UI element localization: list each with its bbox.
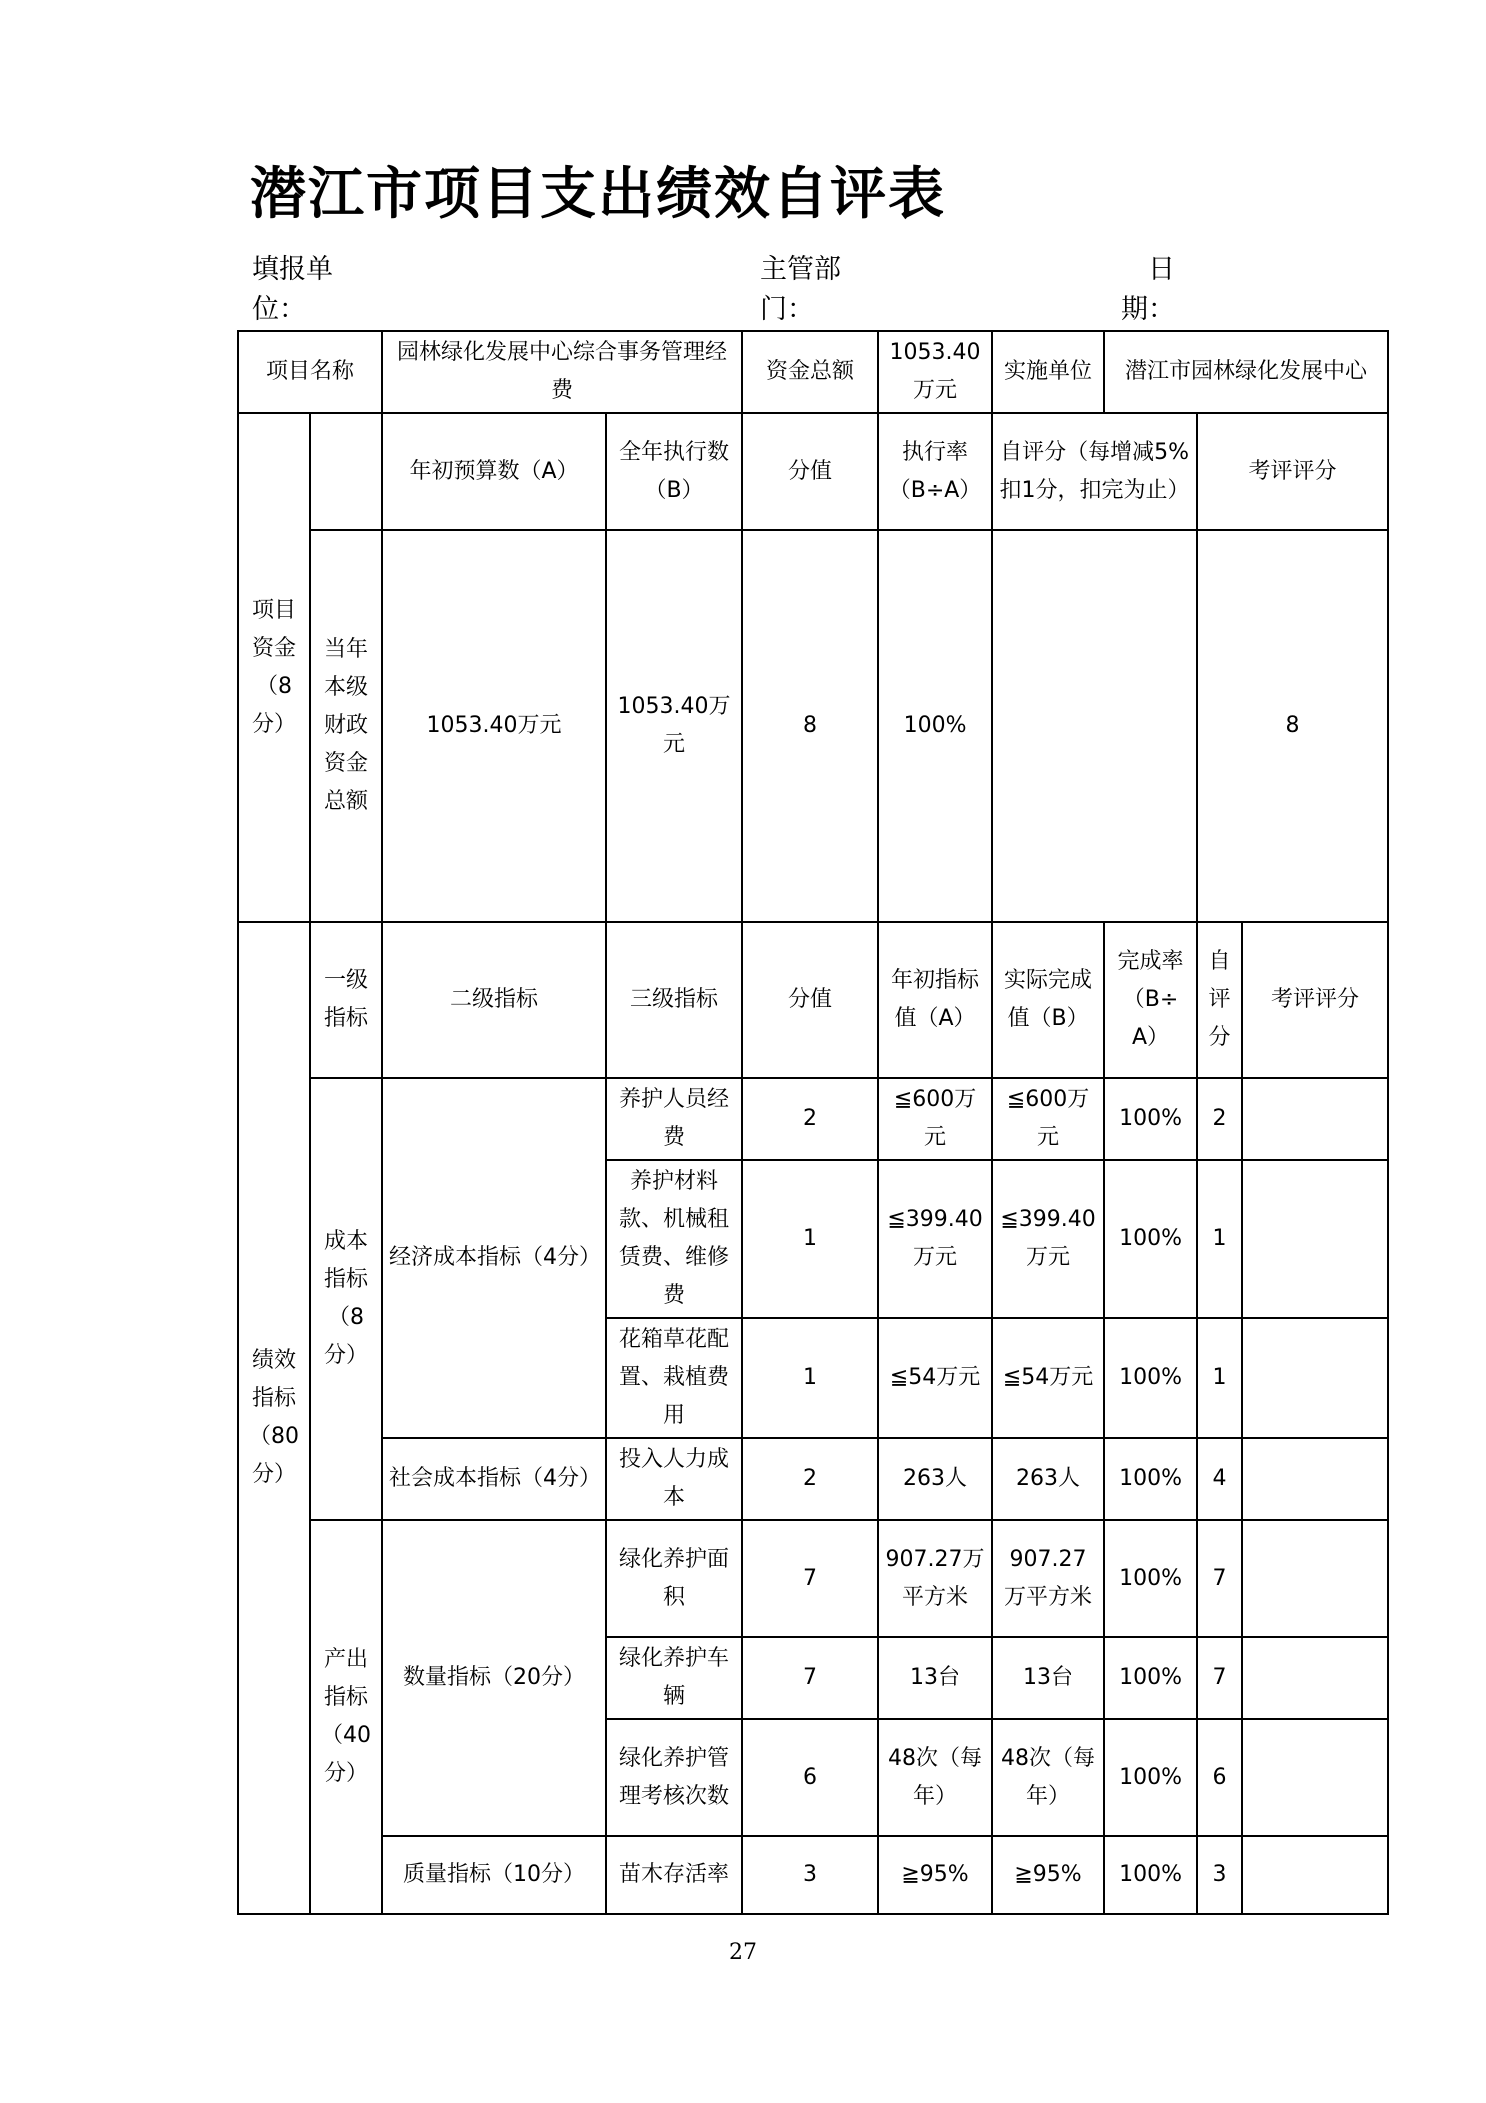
review-cell [1242, 1160, 1388, 1318]
table-row [238, 1520, 1388, 1637]
table-row [238, 1438, 1388, 1520]
col-budget: 年初预算数（A） [382, 413, 606, 530]
level3-cell: 投入人力成本 [606, 1438, 742, 1520]
self-cell: 3 [1197, 1836, 1242, 1914]
review-cell [1242, 1719, 1388, 1836]
target-cell: ≦399.40万元 [878, 1160, 992, 1318]
impl-unit-value: 潜江市园林绿化发展中心 [1104, 331, 1388, 413]
self-cell: 4 [1197, 1438, 1242, 1520]
funds-section-label: 项目资金（8分） [238, 413, 310, 922]
target-cell: 263人 [878, 1438, 992, 1520]
col-indicator-review: 考评评分 [1242, 922, 1388, 1078]
rate-cell: 100% [1104, 1318, 1197, 1438]
rate-cell: 100% [1104, 1520, 1197, 1637]
level3-cell: 花箱草花配置、栽植费用 [606, 1318, 742, 1438]
date-label: 日期： [1121, 254, 1175, 325]
col-indicator-score: 分值 [742, 922, 878, 1078]
fund-total-label: 资金总额 [742, 331, 878, 413]
rate-cell: 100% [1104, 1160, 1197, 1318]
level3-cell: 绿化养护面积 [606, 1520, 742, 1637]
col-exec: 全年执行数（B） [606, 413, 742, 530]
review-cell [1242, 1520, 1388, 1637]
page-number: 27 [729, 1940, 757, 1965]
col-completion-rate: 完成率（B÷A） [1104, 922, 1197, 1078]
fund-total-value: 1053.40万元 [878, 331, 992, 413]
funds-header-row [238, 413, 1388, 530]
col-score: 分值 [742, 413, 878, 530]
target-cell: 13台 [878, 1637, 992, 1719]
score-cell: 3 [742, 1836, 878, 1914]
target-cell: ≧95% [878, 1836, 992, 1914]
actual-cell: ≦54万元 [992, 1318, 1104, 1438]
actual-cell: 263人 [992, 1438, 1104, 1520]
score-cell: 7 [742, 1637, 878, 1719]
self-cell: 1 [1197, 1318, 1242, 1438]
project-name-label: 项目名称 [238, 331, 382, 413]
actual-cell: 13台 [992, 1637, 1104, 1719]
col-level1: 一级指标 [310, 922, 382, 1078]
funds-blank-cell [310, 413, 382, 530]
review-cell [1242, 1438, 1388, 1520]
cost-indicator-label: 成本指标（8分） [310, 1078, 382, 1520]
level3-cell: 养护材料款、机械租赁费、维修费 [606, 1160, 742, 1318]
col-review-score: 考评评分 [1197, 413, 1388, 530]
impl-unit-label: 实施单位 [992, 331, 1104, 413]
self-evaluation-table [237, 330, 1389, 1915]
rate-cell: 100% [1104, 1637, 1197, 1719]
self-cell: 7 [1197, 1637, 1242, 1719]
review-cell [1242, 1836, 1388, 1914]
actual-cell: ≦399.40万元 [992, 1160, 1104, 1318]
review-cell [1242, 1318, 1388, 1438]
project-row [238, 331, 1388, 413]
econ-cost-label: 经济成本指标（4分） [382, 1078, 606, 1438]
level3-cell: 养护人员经费 [606, 1078, 742, 1160]
unit-label: 填报单位： [252, 254, 333, 325]
level3-cell: 绿化养护管理考核次数 [606, 1719, 742, 1836]
review-cell [1242, 1637, 1388, 1719]
rate-cell: 100% [1104, 1836, 1197, 1914]
rate-cell: 100% [1104, 1078, 1197, 1160]
col-self-score: 自评分（每增减5%扣1分，扣完为止） [992, 413, 1197, 530]
col-indicator-self: 自评分 [1197, 922, 1242, 1078]
self-cell: 1 [1197, 1160, 1242, 1318]
project-name-value: 园林绿化发展中心综合事务管理经费 [382, 331, 742, 413]
self-cell: 6 [1197, 1719, 1242, 1836]
actual-cell: 907.27万平方米 [992, 1520, 1104, 1637]
funds-review-value: 8 [1197, 530, 1388, 922]
target-cell: 907.27万平方米 [878, 1520, 992, 1637]
target-cell: ≦600万元 [878, 1078, 992, 1160]
score-cell: 1 [742, 1160, 878, 1318]
target-cell: 48次（每年） [878, 1719, 992, 1836]
col-level2: 二级指标 [382, 922, 606, 1078]
rate-cell: 100% [1104, 1719, 1197, 1836]
score-cell: 2 [742, 1078, 878, 1160]
funds-data-row [238, 530, 1388, 922]
funds-self-value [992, 530, 1197, 922]
col-exec-rate: 执行率（B÷A） [878, 413, 992, 530]
dept-label: 主管部门： [760, 254, 841, 325]
output-indicator-label: 产出指标（40分） [310, 1520, 382, 1914]
self-cell: 7 [1197, 1520, 1242, 1637]
page-title: 潜江市项目支出绩效自评表 [250, 161, 946, 227]
funds-budget-value: 1053.40万元 [382, 530, 606, 922]
actual-cell: ≦600万元 [992, 1078, 1104, 1160]
table-row [238, 1078, 1388, 1160]
target-cell: ≦54万元 [878, 1318, 992, 1438]
level3-cell: 苗木存活率 [606, 1836, 742, 1914]
score-cell: 7 [742, 1520, 878, 1637]
score-cell: 6 [742, 1719, 878, 1836]
col-actual: 实际完成值（B） [992, 922, 1104, 1078]
rate-cell: 100% [1104, 1438, 1197, 1520]
funds-exec-value: 1053.40万元 [606, 530, 742, 922]
social-cost-label: 社会成本指标（4分） [382, 1438, 606, 1520]
funds-rate-value: 100% [878, 530, 992, 922]
indicators-section-label: 绩效指标（80分） [238, 922, 310, 1914]
col-level3: 三级指标 [606, 922, 742, 1078]
self-cell: 2 [1197, 1078, 1242, 1160]
score-cell: 2 [742, 1438, 878, 1520]
indicators-header-row [238, 922, 1388, 1078]
actual-cell: ≧95% [992, 1836, 1104, 1914]
funds-score-value: 8 [742, 530, 878, 922]
table-row [238, 1836, 1388, 1914]
col-target: 年初指标值（A） [878, 922, 992, 1078]
level3-cell: 绿化养护车辆 [606, 1637, 742, 1719]
actual-cell: 48次（每年） [992, 1719, 1104, 1836]
quantity-indicator-label: 数量指标（20分） [382, 1520, 606, 1836]
funds-row-label: 当年本级财政资金总额 [310, 530, 382, 922]
review-cell [1242, 1078, 1388, 1160]
quality-indicator-label: 质量指标（10分） [382, 1836, 606, 1914]
score-cell: 1 [742, 1318, 878, 1438]
